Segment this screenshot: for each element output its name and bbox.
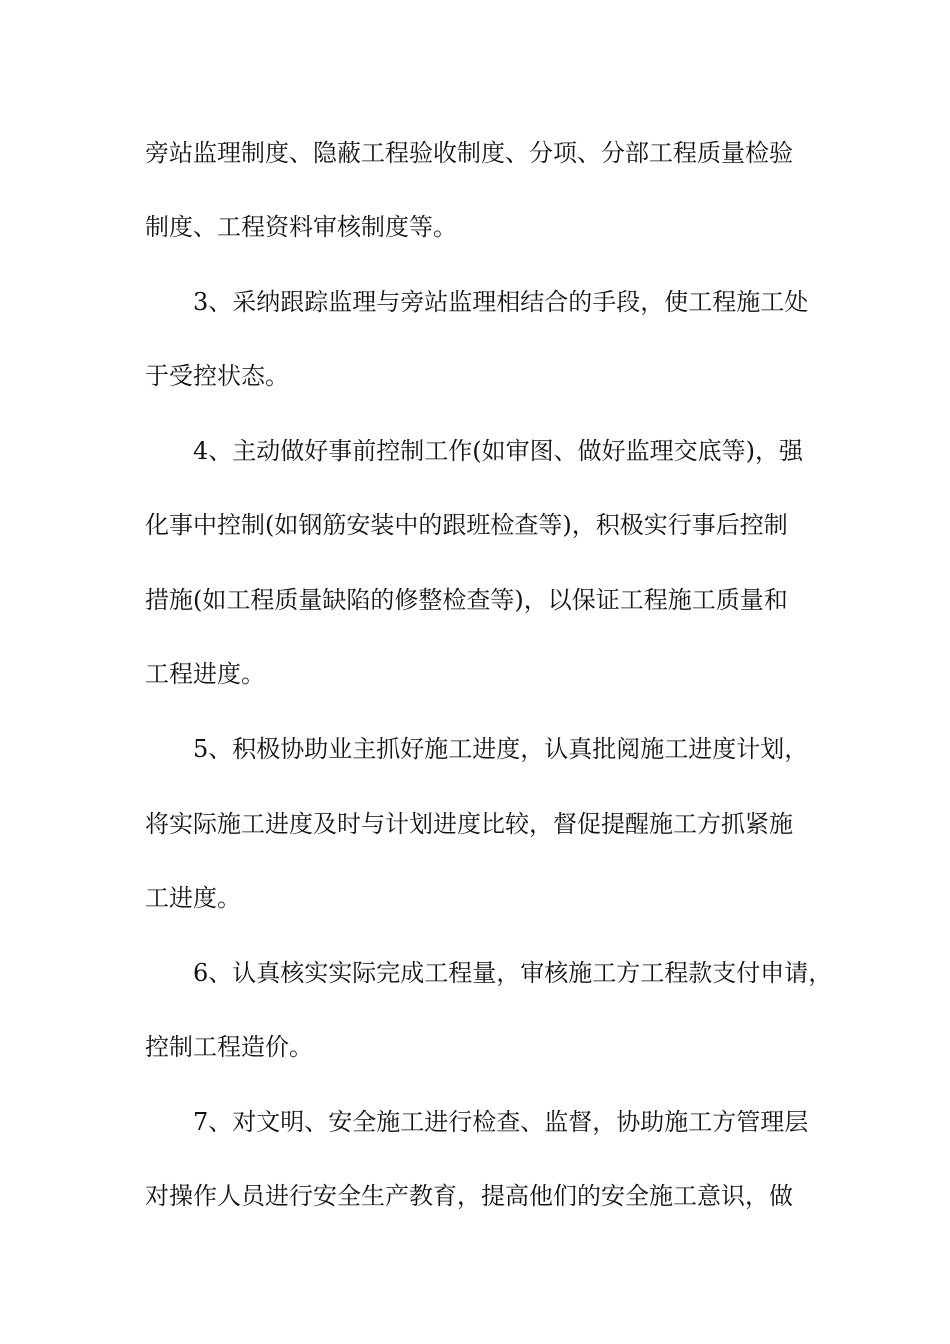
text-line: 将实际施工进度及时与计划进度比较，督促提醒施工方抓紧施 [145,810,793,838]
paragraph-6-start: 6、认真核实实际完成工程量，审核施工方工程款支付申请， [193,959,833,987]
text-line: 工程进度。 [145,660,265,688]
text-line: 旁站监理制度、隐蔽工程验收制度、分项、分部工程质量检验 [145,139,793,167]
paragraph-4-start: 4、主动做好事前控制工作(如审图、做好监理交底等)，强 [193,437,803,465]
text-line: 工进度。 [145,884,241,912]
text-line: 于受控状态。 [145,362,289,390]
paragraph-7-start: 7、对文明、安全施工进行检查、监督，协助施工方管理层 [193,1108,809,1136]
paragraph-3-start: 3、采纳跟踪监理与旁站监理相结合的手段，使工程施工处 [193,288,809,316]
text-line: 对操作人员进行安全生产教育，提高他们的安全施工意识，做 [145,1182,793,1210]
text-line: 控制工程造价。 [145,1033,313,1061]
text-line: 措施(如工程质量缺陷的修整检查等)，以保证工程施工质量和 [145,586,788,614]
paragraph-5-start: 5、积极协助业主抓好施工进度，认真批阅施工进度计划， [193,735,809,763]
text-line: 化事中控制(如钢筋安装中的跟班检查等)，积极实行事后控制 [145,511,788,539]
text-line: 制度、工程资料审核制度等。 [145,213,457,241]
